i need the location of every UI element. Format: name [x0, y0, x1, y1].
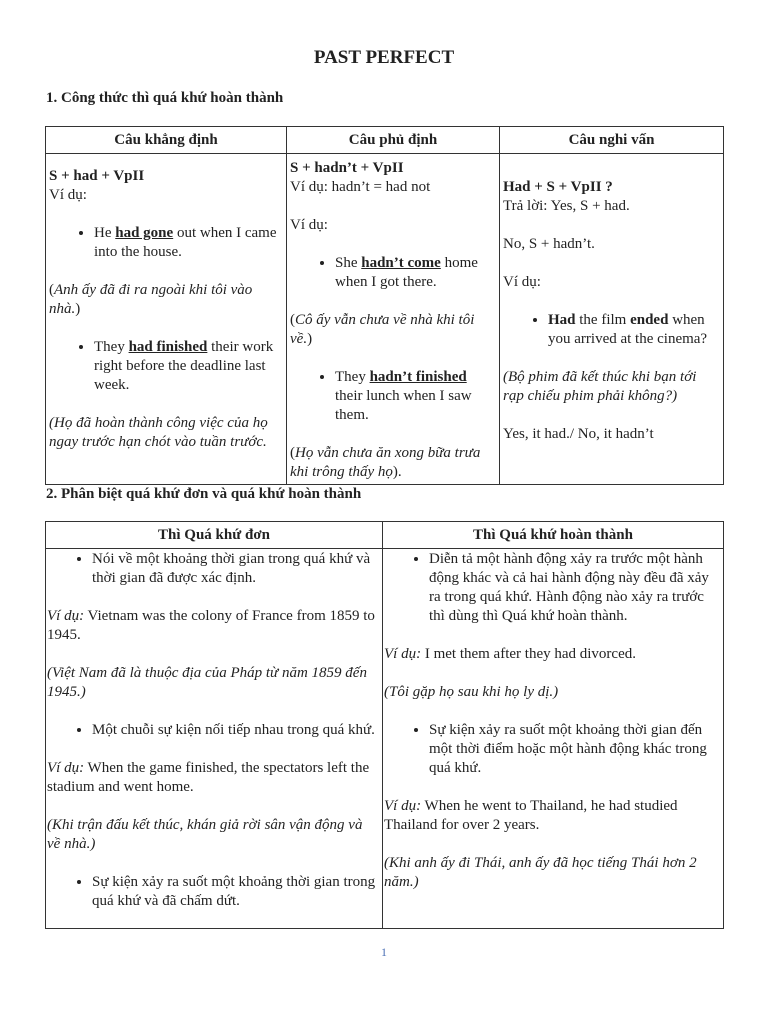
- header-interrogative: Câu nghi vấn: [500, 127, 724, 154]
- translation: (Việt Nam đã là thuộc địa của Pháp từ năm 1859 đến 1945.): [47, 665, 367, 700]
- translation: (Tôi gặp họ sau khi họ ly dị.): [384, 684, 559, 700]
- translation: (Bộ phim đã kết thúc khi bạn tới rạp chiếu phim phải không?): [503, 369, 697, 404]
- list-item: • They hadn’t finished their lunch when I saw them.: [335, 368, 496, 425]
- answer-no: No, S + hadn’t.: [503, 236, 595, 252]
- example-label: Ví dụ:: [503, 274, 541, 290]
- list-item: • Sự kiện xảy ra suốt một khoảng thời gian đến một thời điểm hoặc một hành động khác trong quá khứ.: [429, 721, 720, 778]
- list-item: • Một chuỗi sự kiện nối tiếp nhau trong quá khứ.: [92, 721, 379, 740]
- page-title: PAST PERFECT: [313, 47, 455, 68]
- answer-yes: Trả lời: Yes, S + had.: [503, 198, 630, 214]
- header-past-perfect: Thì Quá khứ hoàn thành: [383, 522, 724, 549]
- header-simple-past: Thì Quá khứ đơn: [46, 522, 383, 549]
- example: Ví dụ: When the game finished, the spectators left the stadium and went home.: [47, 760, 370, 795]
- example: Ví dụ: Vietnam was the colony of France from 1859 to 1945.: [47, 608, 375, 643]
- list-item: • Had the film ended when you arrived at the cinema?: [548, 311, 720, 349]
- example-label: Ví dụ:: [49, 187, 87, 203]
- contraction-note: Ví dụ: hadn’t = had not: [290, 179, 431, 195]
- translation: (Anh ấy đã đi ra ngoài khi tôi vào nhà.): [49, 282, 253, 317]
- example-label: Ví dụ:: [290, 217, 328, 233]
- section-2-heading: 2. Phân biệt quá khứ đơn và quá khứ hoàn thành: [46, 486, 362, 502]
- affirmative-formula: S + had + VpII: [49, 168, 145, 184]
- header-affirmative: Câu khẳng định: [46, 127, 287, 154]
- affirmative-cell: [46, 154, 287, 485]
- past-perfect-cell: [383, 549, 724, 929]
- comparison-table: [45, 521, 724, 929]
- negative-cell: [287, 154, 500, 485]
- list-item: • She hadn’t come home when I got there.: [335, 254, 496, 292]
- interrogative-formula: Had + S + VpII ?: [503, 179, 613, 195]
- translation: (Họ vẫn chưa ăn xong bữa trưa khi trông thấy họ).: [290, 445, 481, 480]
- translation: (Khi anh ấy đi Thái, anh ấy đã học tiếng Thái hơn 2 năm.): [384, 855, 697, 890]
- translation: (Khi trận đấu kết thúc, khán giả rời sân vận động và về nhà.): [47, 817, 363, 852]
- section-1-heading: 1. Công thức thì quá khứ hoàn thành: [46, 90, 284, 106]
- list-item: • They had finished their work right before the deadline last week.: [94, 338, 283, 395]
- formula-table: [45, 126, 724, 485]
- example: Ví dụ: When he went to Thailand, he had studied Thailand for over 2 years.: [384, 798, 678, 833]
- example: Ví dụ: I met them after they had divorced.: [384, 646, 636, 662]
- list-item: • Sự kiện xảy ra suốt một khoảng thời gian trong quá khứ và đã chấm dứt.: [92, 873, 379, 911]
- translation: (Họ đã hoàn thành công việc của họ ngay trước hạn chót vào tuần trước.: [49, 415, 268, 450]
- translation: (Cô ấy vẫn chưa về nhà khi tôi về.): [290, 312, 475, 347]
- interrogative-cell: [500, 154, 724, 485]
- page-number: 1: [381, 945, 387, 959]
- list-item: • He had gone out when I came into the house.: [94, 224, 283, 262]
- list-item: • Diễn tả một hành động xảy ra trước một hành động khác và cả hai hành động này đều đã xảy ra trong quá khứ. Hành động nào xảy ra trước thì dùng thì Quá khứ hoàn thành.: [429, 550, 720, 626]
- example-answer: Yes, it had./ No, it hadn’t: [503, 426, 654, 442]
- list-item: • Nói về một khoảng thời gian trong quá khứ và thời gian đã được xác định.: [92, 550, 379, 588]
- simple-past-cell: [46, 549, 383, 929]
- header-negative: Câu phủ định: [287, 127, 500, 154]
- negative-formula: S + hadn’t + VpII: [290, 160, 404, 176]
